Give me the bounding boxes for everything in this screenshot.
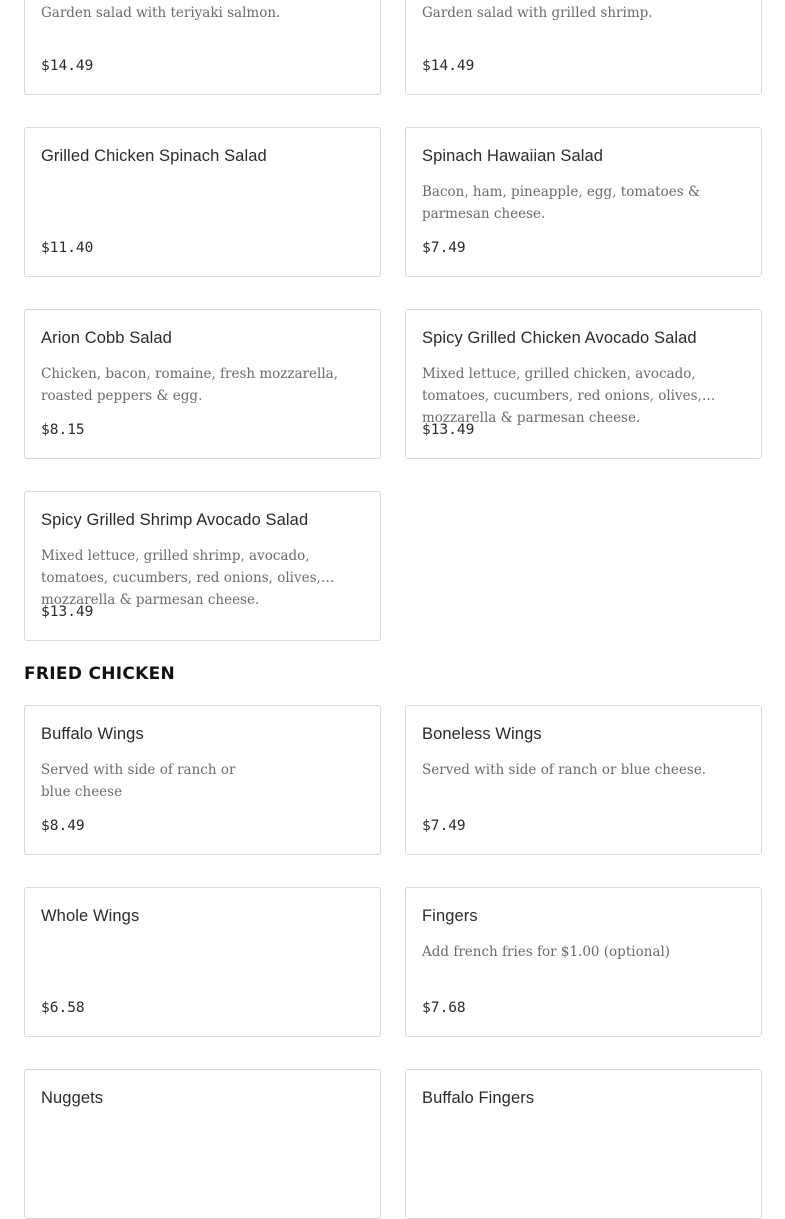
menu-item-card[interactable]	[24, 0, 381, 95]
menu-item-price: $14.49	[422, 58, 475, 74]
menu-item-description: Chicken, bacon, romaine, fresh mozzarella, roasted peppers & egg.	[41, 366, 338, 404]
menu-item-card[interactable]	[405, 127, 762, 277]
menu-item-price: $8.49	[41, 818, 85, 834]
menu-item-card[interactable]	[24, 887, 381, 1037]
menu-item-card[interactable]	[24, 1069, 381, 1219]
menu-item-description: Mixed lettuce, grilled shrimp, avocado, tomatoes, cucumbers, red onions, olives, mozzarella & parmesan cheese.	[41, 548, 321, 608]
menu-item-name: Arion Cobb Salad	[41, 329, 172, 347]
menu-item-card[interactable]	[405, 887, 762, 1037]
menu-item-name: Grilled Chicken Spinach Salad	[41, 147, 267, 165]
menu-item-price: $13.49	[422, 422, 475, 438]
menu-item-name: Spinach Hawaiian Salad	[422, 147, 604, 165]
menu-item-description: Served with side of ranch or blue cheese.	[422, 762, 707, 778]
menu-item-name: Buffalo Fingers	[422, 1089, 535, 1107]
menu-item-description: Garden salad with grilled shrimp.	[422, 5, 653, 21]
section-title: FRIED CHICKEN	[24, 664, 176, 684]
menu-item-description: Add french fries for $1.00 (optional)	[422, 944, 671, 960]
menu-item-description: Served with side of ranch or blue cheese	[41, 762, 236, 800]
menu-item-description: Mixed lettuce, grilled chicken, avocado, tomatoes, cucumbers, red onions, olives, mozzarella & parmesan cheese.	[422, 366, 702, 426]
menu-item-price: $13.49	[41, 604, 94, 620]
menu-item-description: Garden salad with teriyaki salmon.	[41, 5, 281, 21]
menu-item-card[interactable]	[24, 491, 381, 641]
menu-item-price: $14.49	[41, 58, 94, 74]
menu-item-card[interactable]	[24, 127, 381, 277]
menu-item-price: $7.68	[422, 1000, 466, 1016]
menu-item-card[interactable]	[405, 1069, 762, 1219]
menu-item-name: Buffalo Wings	[41, 725, 144, 743]
menu-item-name: Fingers	[422, 907, 478, 925]
menu-item-name: Boneless Wings	[422, 725, 542, 743]
menu-item-price: $6.58	[41, 1000, 85, 1016]
menu-item-price: $7.49	[422, 240, 466, 256]
menu-item-description: Bacon, ham, pineapple, egg, tomatoes & parmesan cheese.	[422, 184, 700, 222]
menu-item-price: $11.40	[41, 240, 94, 256]
menu-item-name: Whole Wings	[41, 907, 140, 925]
menu-item-card[interactable]	[24, 705, 381, 855]
menu-item-name: Nuggets	[41, 1089, 104, 1107]
menu-item-name: Spicy Grilled Shrimp Avocado Salad	[41, 511, 309, 529]
menu-item-card[interactable]	[405, 705, 762, 855]
menu-item-card[interactable]	[405, 0, 762, 95]
menu-item-card[interactable]	[24, 309, 381, 459]
menu-item-name: Spicy Grilled Chicken Avocado Salad	[422, 329, 697, 347]
menu-item-price: $7.49	[422, 818, 466, 834]
menu-item-price: $8.15	[41, 422, 85, 438]
menu-item-card[interactable]	[405, 309, 762, 459]
